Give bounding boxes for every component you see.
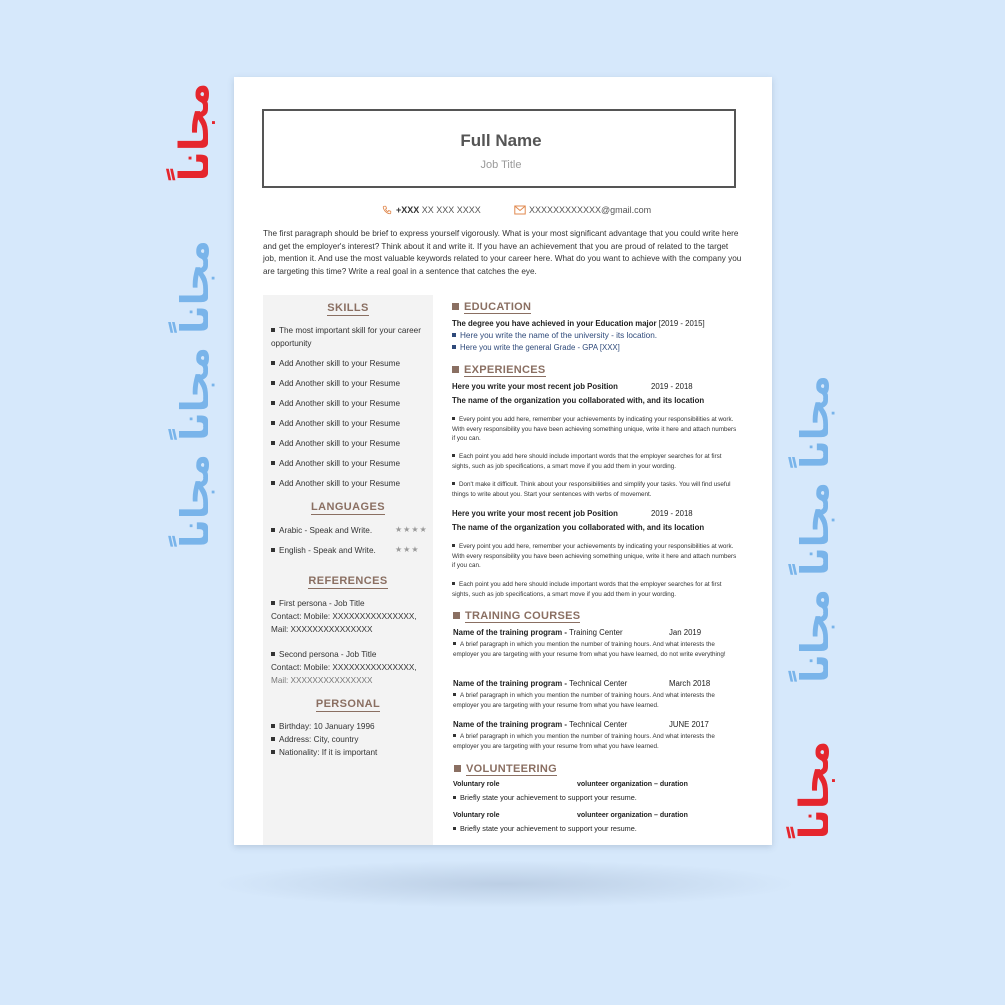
experience-point: Don't make it difficult. Think about your responsibilities and simplify your tasks. You will find useful things to write about you. Start your sentences with verbs of movement.: [452, 481, 731, 498]
experience-point: Every point you add here, remember your achievements by indicating your responsibilities at work. With every responsibility you have been achieving something unique, write it here and attach numbers if you can.: [452, 416, 737, 442]
skill-item: Add Another skill to your Resume: [271, 418, 400, 431]
reference-mail: Mail: XXXXXXXXXXXXXXX: [271, 676, 373, 685]
reference-mail: Mail: XXXXXXXXXXXXXXX: [271, 625, 373, 634]
skill-item: Add Another skill to your Resume: [271, 458, 400, 471]
experience-position: Here you write your most recent job Position: [452, 509, 618, 518]
experience-point: Each point you add here should include important words that the employer searches for at first sights, such as job specifications, a smart move if you add them in your wording.: [452, 581, 722, 598]
intro-paragraph: The first paragraph should be brief to express yourself vigorously. What is your most significant advantage that you could write here and get the employer's interest? Think about it and write it. If you have an achievement that you are proud of related to the target job, mention it. And use the most valuable keywords related to your career here. What do you want to achieve with the company you are targeting this time? Write a real goal in a sentence that catches the eye.: [263, 229, 742, 276]
personal-heading: PERSONAL: [315, 698, 381, 710]
skill-item: Add Another skill to your Resume: [271, 438, 400, 451]
personal-item: Birthday: 10 January 1996: [271, 721, 375, 734]
personal-item: Address: City, country: [271, 734, 358, 747]
left-blue-free-text: مجاناً مجاناً مجاناً: [173, 240, 217, 548]
volunteering-heading: VOLUNTEERING: [454, 763, 557, 775]
education-university: Here you write the name of the university - its location.: [452, 331, 657, 340]
reference-mobile: Contact: Mobile: XXXXXXXXXXXXXXX,: [271, 663, 417, 672]
personal-item: Nationality: If it is important: [271, 747, 377, 760]
training-program: Name of the training program - Technical Center: [453, 720, 628, 729]
training-description: A brief paragraph in which you mention the number of training hours. And what interests the employer you are targeting with your resume from what you have learned.: [453, 692, 715, 709]
training-date: JUNE 2017: [669, 720, 709, 729]
training-program: Name of the training program - Technical Center: [453, 679, 628, 688]
volunteer-description: Briefly state your achievement to support your resume.: [453, 793, 637, 802]
job-title: Job Title: [480, 159, 522, 171]
skill-item: The most important skill for your career opportunity: [271, 326, 421, 348]
experience-organization: The name of the organization you collaborated with, and its location: [452, 396, 705, 405]
email-address: XXXXXXXXXXXX@gmail.com: [529, 205, 652, 215]
right-blue-free-text: مجاناً مجاناً مجاناً: [793, 375, 837, 683]
education-degree: The degree you have achieved in your Education major [2019 - 2015]: [452, 319, 705, 328]
reference-name: First persona - Job Title: [271, 598, 365, 611]
full-name: Full Name: [460, 131, 542, 150]
reference-mobile: Contact: Mobile: XXXXXXXXXXXXXXX,: [271, 612, 417, 621]
experience-organization: The name of the organization you collaborated with, and its location: [452, 523, 705, 532]
training-date: Jan 2019: [669, 628, 702, 637]
training-heading: TRAINING COURSES: [453, 610, 580, 622]
training-program: Name of the training program - Training Center: [453, 628, 623, 637]
phone-icon: [381, 205, 393, 215]
phone-number: +XXX XX XXX XXXX: [396, 205, 481, 215]
references-heading: REFERENCES: [308, 575, 388, 587]
reference-name: Second persona - Job Title: [271, 649, 376, 662]
education-heading: EDUCATION: [452, 301, 531, 313]
experience-point: Every point you add here, remember your achievements by indicating your responsibilities at work. With every responsibility you have been achieving something unique, write it here and attach numbers if you can.: [452, 543, 737, 569]
language-rating-stars: ★★★★: [395, 525, 428, 534]
experiences-heading: EXPERIENCES: [452, 364, 546, 376]
skills-heading: SKILLS: [327, 302, 369, 314]
left-red-free-text: مجاناً: [172, 82, 218, 182]
skill-item: Add Another skill to your Resume: [271, 378, 400, 391]
skill-item: Add Another skill to your Resume: [271, 398, 400, 411]
volunteer-organization: volunteer organization – duration: [577, 781, 688, 788]
experience-years: 2019 - 2018: [651, 382, 693, 391]
experience-years: 2019 - 2018: [651, 509, 693, 518]
experience-position: Here you write your most recent job Position: [452, 382, 618, 391]
skill-item: Add Another skill to your Resume: [271, 478, 400, 491]
paper-shadow: [210, 860, 800, 908]
training-description: A brief paragraph in which you mention the number of training hours. And what interests the employer you are targeting with your resume from what you have learned.: [453, 733, 715, 750]
experience-point: Each point you add here should include important words that the employer searches for at first sights, such as job specifications, a smart move if you add them in your wording.: [452, 453, 722, 470]
training-date: March 2018: [669, 679, 711, 688]
volunteer-description: Briefly state your achievement to support your resume.: [453, 824, 637, 833]
language-item: Arabic - Speak and Write.: [271, 525, 372, 538]
volunteer-organization: volunteer organization – duration: [577, 812, 688, 819]
volunteer-role: Voluntary role: [453, 812, 500, 819]
volunteer-role: Voluntary role: [453, 781, 500, 788]
language-rating-stars: ★★★: [395, 545, 420, 554]
skill-item: Add Another skill to your Resume: [271, 358, 400, 371]
education-grade: Here you write the general Grade - GPA [XXX]: [452, 343, 620, 352]
language-item: English - Speak and Write.: [271, 545, 376, 558]
languages-heading: LANGUAGES: [311, 501, 385, 513]
right-red-free-text: مجاناً: [792, 740, 838, 840]
email-icon: [514, 205, 526, 215]
training-description: A brief paragraph in which you mention the number of training hours. And what interests the employer you are targeting with your resume from what you have learned, do not write everything!: [453, 641, 726, 658]
